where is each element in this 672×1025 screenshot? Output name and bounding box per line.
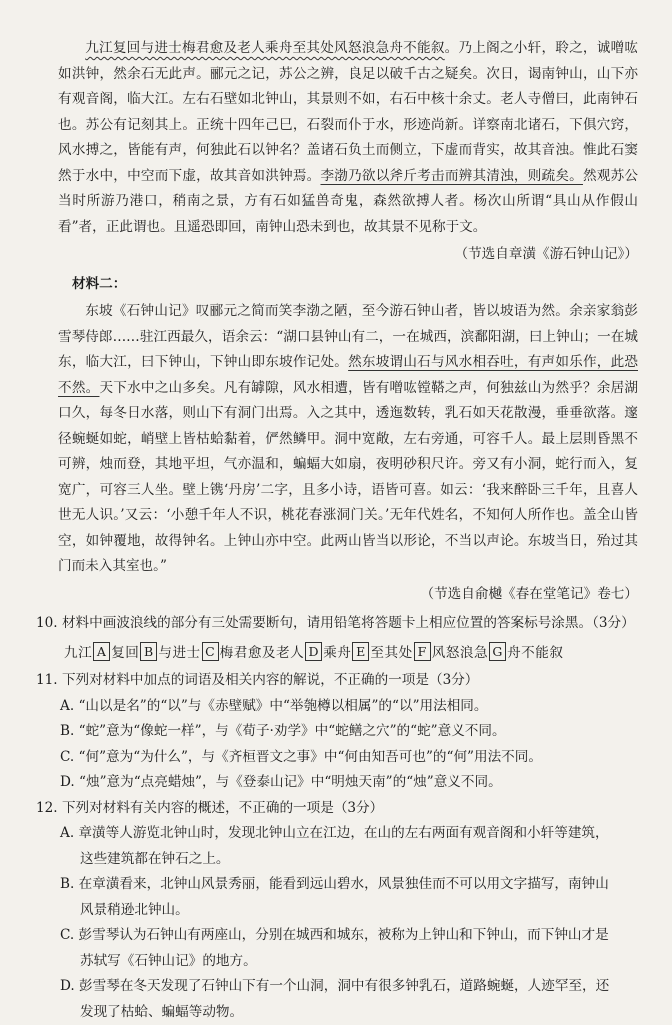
question-11-option-b: B. “蛇”意为“像蛇一样”，与《荀子·劝学》中“蛇鳝之穴”的“蛇”意义不同。 [60, 719, 638, 745]
answer-box-a[interactable]: A [93, 642, 110, 661]
material2-heading: 材料二： [72, 272, 638, 298]
question-10-stem: 10. 材料中画波浪线的部分有三处需要断句，请用铅笔将答题卡上相应位置的答案标号涂黑。（3分） [36, 611, 638, 637]
wavy-underlined-sentence: 九江复回与进士梅君愈及老人乘舟至其处风怒浪急舟不能叙 [85, 40, 444, 56]
segment: 乘舟 [323, 645, 351, 661]
question-12-option-d: D. 彭雪琴在冬天发现了石钟山下有一个山洞，洞中有很多钟乳石，道路蜿蜒，人迹罕至，还 [60, 974, 638, 1000]
question-12-option-b-cont: 风景稍逊北钟山。 [80, 898, 638, 924]
question-11-option-d: D. “烛”意为“点亮蜡烛”，与《登泰山记》中“明烛天南”的“烛”意义不同。 [60, 770, 638, 796]
question-12-option-c: C. 彭雪琴认为石钟山有两座山，分别在城西和城东，被称为上钟山和下钟山，而下钟山才是 [60, 923, 638, 949]
segment: 梅君愈及老人 [220, 645, 305, 661]
answer-box-d[interactable]: D [305, 642, 322, 661]
question-12-option-a-cont: 这些建筑都在钟石之上。 [80, 847, 638, 873]
material1-text-a: 。乃上阁之小轩，聆之，诚噌吰如洪钟，然余石无此声。郦元之记，苏公之辨，良足以破千古之疑矣。次日，谒南钟山，山下亦有观音阁，临大江。左右石壁如北钟山，其景则不如，右石中核十余丈。老人寺僧曰，此南钟石也。苏公有记刻其上。正统十四年己巳，石裂而仆于水，形迹尚新。详察南北诸石，下俱穴窍，风水搏之，皆能有声，何独此石以钟名？盖诸石负土而侧立，下虚而背实，故其音浊。惟此石窦然于水中，中空而下虚，故其音如洪钟焉。 [58, 40, 638, 184]
answer-box-g[interactable]: G [489, 642, 506, 661]
answer-box-f[interactable]: F [414, 642, 431, 661]
material2-paragraph [58, 299, 638, 580]
segment: 九江 [64, 645, 92, 661]
material2-text-a: 东坡《石钟山记》叹郦元之简而笑李渤之陋，至今游石钟山者，皆以坡语为然。余亲家翁彭雪琴侍郎……驻江西最久，语余云：“湖口县钟山有二，一在城西，滨鄱阳湖，曰上钟山；一在城东，临大江，曰下钟山，下钟山即东坡作记处。 [58, 303, 638, 370]
answer-box-b[interactable]: B [140, 642, 157, 661]
question-11-option-a: A. “山以是名”的“以”与《赤壁赋》中“举匏樽以相属”的“以”用法相同。 [60, 694, 638, 720]
question-12-option-c-cont: 苏轼写《石钟山记》的地方。 [80, 949, 638, 975]
question-11-stem: 11. 下列对材料中加点的词语及相关内容的解说，不正确的一项是（3分） [36, 668, 638, 694]
question-11-option-c: C. “何”意为“为什么”，与《齐桓晋文之事》中“何由知吾可也”的“何”用法不同。 [60, 745, 638, 771]
answer-box-e[interactable]: E [352, 642, 369, 661]
question-12-stem: 12. 下列对材料有关内容的概述，不正确的一项是（3分） [36, 796, 638, 822]
question-12-option-a: A. 章潢等人游览北钟山时，发现北钟山立在江边，在山的左右两面有观音阁和小轩等建筑， [60, 821, 638, 847]
question-12-option-b: B. 在章潢看来，北钟山风景秀丽，能看到远山碧水，风景独佳而不可以用文字描写，南钟山 [60, 872, 638, 898]
underlined-sentence-1: 李渤乃欲以斧斤考击而辨其清浊，则疏矣。 [320, 168, 582, 184]
question-12-option-d-cont: 发现了枯蛤、蝙蝠等动物。 [80, 1000, 638, 1025]
answer-box-c[interactable]: C [202, 642, 219, 661]
material1-source: （节选自章潢《游石钟山记》） [58, 242, 638, 268]
question-10-answer-line [64, 641, 638, 667]
segment: 舟不能叙 [507, 645, 563, 661]
material2-source: （节选自俞樾《春在堂笔记》卷七） [58, 582, 638, 608]
material1-text-b: 然观苏公当时所游乃港口，稍南之景，方有石如猛兽奇鬼，森然欲搏人者。杨次山所谓“具山从作假山看”者，正此谓也。且遥恐即回，南钟山恐未到也，故其景不见称于文。 [58, 168, 638, 235]
segment: 与进士 [158, 645, 200, 661]
material2-text-b: 天下水中之山多矣。凡有罅隙，风水相遭，皆有噌吰镗鞳之声，何独兹山为然乎？余居湖口久，每冬日水落，则山下有洞门出焉。入之其中，透迤数转，乳石如天花散漫，垂垂欲落。邃径蜿蜒如蛇，峭壁上皆枯蛤黏着，俨然鳞甲。洞中宽敞，左右旁通，可容千人。最上层則昏黑不可辨，烛而登，其地平坦，气亦温和，蝙蝠大如扇，夜明砂积尺许。旁又有小洞，蛇行而入，复宽广，可容三人坐。壁上镌‘丹房’二字，且多小诗，语皆可喜。如云：‘我来醉卧三千年，且喜人世无人识。’又云：‘小憩千年人不识，桃花春涨洞门关。’无年代姓名，不知何人所作也。盖全山皆空，如钟覆地，故得钟名。上钟山亦中空。此两山皆当以形论，不当以声论。东坡当日，殆过其门而未入其室也。” [58, 380, 638, 575]
segment: 至其处 [370, 645, 412, 661]
underlined-sentence-2: 然东坡谓山石与风水相吞吐，有声如乐作，此恐不然。 [58, 354, 638, 396]
segment: 风怒浪急 [432, 645, 488, 661]
segment: 复回 [111, 645, 139, 661]
material1-paragraph [58, 36, 638, 240]
